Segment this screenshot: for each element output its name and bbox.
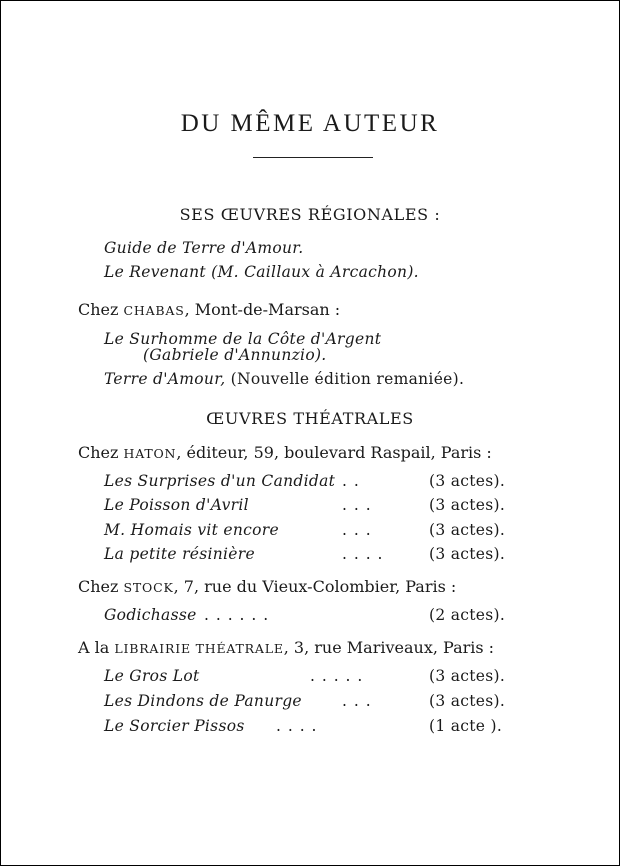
chabas-work-1-line-1: Le Surhomme de la Côte d'Argent (104, 330, 382, 348)
play-entry (104, 692, 514, 714)
publisher-chabas (78, 300, 340, 319)
play-entry (104, 667, 514, 689)
chabas-work-2-title: Terre d'Amour, (104, 370, 226, 388)
page-title: DU MÊME AUTEUR (180, 110, 440, 137)
publisher-name: LIBRAIRIE THÉATRALE (114, 641, 284, 656)
chabas-work-1-line-2: (Gabriele d'Annunzio). (143, 346, 327, 364)
leader-dots: . . . (342, 692, 372, 710)
publisher-haton (78, 443, 492, 462)
play-title: Le Sorcier Pissos (104, 717, 245, 735)
play-entry (104, 545, 514, 567)
publisher-prefix: Chez (78, 443, 124, 462)
play-acts: (3 actes). (429, 692, 506, 710)
play-title: Godichasse (104, 606, 197, 624)
publisher-prefix: A la (78, 638, 115, 657)
play-entry (104, 521, 514, 543)
play-title: La petite résinière (104, 545, 255, 563)
regional-heading: SES ŒUVRES RÉGIONALES : (179, 205, 441, 224)
publisher-address: , 3, rue Mariveaux, Paris : (283, 638, 495, 657)
leader-dots: . . (342, 472, 360, 490)
publisher-name: STOCK (123, 580, 174, 595)
chabas-work-2-note: (Nouvelle édition remaniée). (225, 370, 465, 388)
leader-dots: . . . . . (310, 667, 364, 685)
leader-dots: . . . . (276, 717, 318, 735)
play-entry (104, 472, 514, 494)
play-acts: (3 actes). (429, 496, 506, 514)
theatre-heading: ŒUVRES THÉATRALES (206, 409, 414, 428)
leader-dots: . . . . (342, 545, 384, 563)
chabas-work-2 (104, 370, 464, 388)
publisher-name: CHABAS (123, 303, 185, 318)
publisher-address: , 7, rue du Vieux-Colombier, Paris : (173, 577, 457, 596)
publisher-librairie-theatrale (78, 638, 494, 657)
publisher-name: HATON (123, 446, 177, 461)
play-acts: (3 actes). (429, 472, 506, 490)
play-acts: (3 actes). (429, 667, 506, 685)
play-acts: (3 actes). (429, 545, 506, 563)
play-entry (104, 606, 514, 628)
play-acts: (3 actes). (429, 521, 506, 539)
publisher-prefix: Chez (78, 577, 124, 596)
play-entry (104, 496, 514, 518)
play-acts: (1 acte ). (429, 717, 503, 735)
publisher-address: , éditeur, 59, boulevard Raspail, Paris : (176, 443, 492, 462)
regional-work-1: Guide de Terre d'Amour. (104, 239, 304, 257)
publisher-address: , Mont-de-Marsan : (184, 300, 341, 319)
play-title: Les Surprises d'un Candidat (104, 472, 336, 490)
play-title: Le Poisson d'Avril (104, 496, 249, 514)
title-rule (253, 157, 373, 158)
play-entry (104, 717, 514, 739)
leader-dots: . . . . . . (204, 606, 270, 624)
leader-dots: . . . (342, 521, 372, 539)
publisher-prefix: Chez (78, 300, 124, 319)
play-title: M. Homais vit encore (104, 521, 279, 539)
play-acts: (2 actes). (429, 606, 506, 624)
regional-work-2: Le Revenant (M. Caillaux à Arcachon). (104, 263, 419, 281)
publisher-stock (78, 577, 456, 596)
leader-dots: . . . (342, 496, 372, 514)
play-title: Les Dindons de Panurge (104, 692, 302, 710)
play-title: Le Gros Lot (104, 667, 200, 685)
